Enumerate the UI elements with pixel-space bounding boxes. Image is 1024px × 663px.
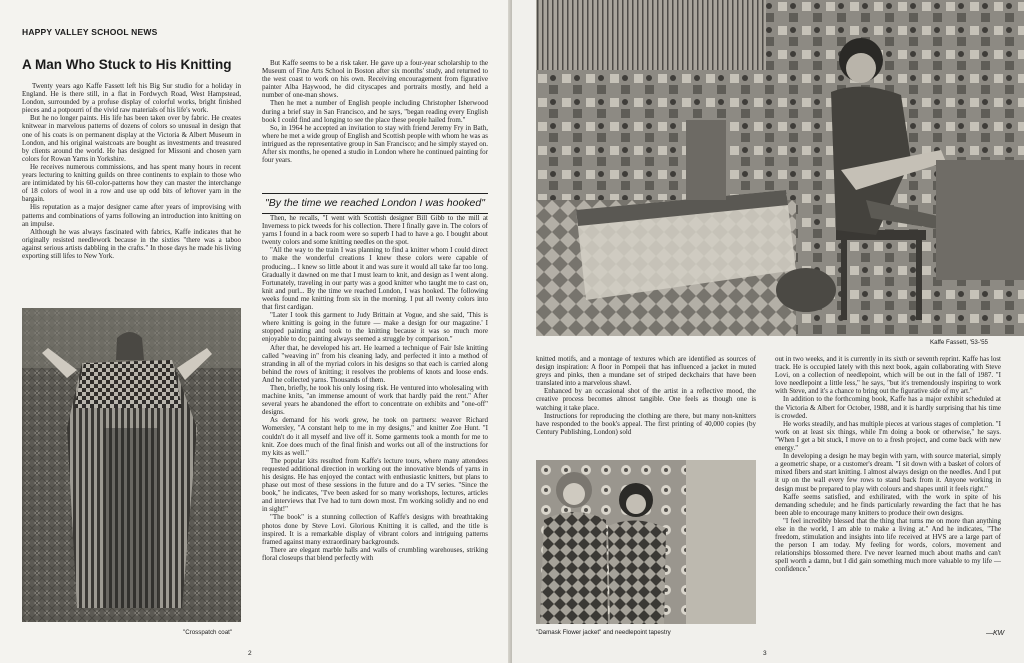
paragraph: Kaffe seems satisfied, and exhilirated, with the work in spite of his demanding schedule; and he finds particularly rewarding the fact that he has been able to encourage many knitters to produce their own designs. [775,492,1001,517]
paragraph: In developing a design he may begin with yarn, with source material, simply a geometric shape, or a customer's dream. "I sit down with a basket of colors of mixed fibers and start knitting. I almost always design on the needles. And I put it up on the wall every few rows to stand back from it. Anyone working in design must be prepared to play with colours and shapes until it feels right." [775,452,1001,493]
author-byline: —KW [986,630,1005,637]
caption-portrait: Kaffe Fassett, '53-'55 [930,339,988,346]
article-column-4 [775,355,1001,625]
paragraph: He works steadily, and has multiple pieces at various stages of completion. "I work on at least six things, while I'm doing a book or otherwise," he says. "When I get a bit stuck, I move on to a fresh project, and come back with new energy." [775,419,1001,453]
caption-crosspatch: "Crosspatch coat" [183,629,233,636]
damask-jacket-photo [536,460,756,624]
paragraph: "I feel incredibly blessed that the thing that turns me on more than anything else in the world, I am able to make a living at." And he indicates, "The freedom, stimulation and insights into life received at HVS are a large part of the person I am today. My feeling for words, colors, movement and relationships blossomed there. I've never learned much about maths and can't spell worth a damn, but I did gain something much more valuable to my life — confidence." [775,516,1001,574]
paragraph: After that, he developed his art. He learned a technique of Fair Isle knitting called "weaving in" from his cleaning lady, and perfected it into a method of stranding in all of the myriad colors in his designs so that each is carried along behind the rows of knitting; it resolves the problems of knots and loose ends. And he collected yarns. Thousands of them. [262,343,488,384]
paragraph: So, in 1964 he accepted an invitation to stay with friend Jeremy Fry in Bath, where he met a wide group of English and Scottish people with whom he was as intrigued as the representative group in San Francisco; and he simply stayed on. After six months, he opened a studio in London where he continued painting for four years. [262,123,488,165]
paragraph: Then he met a number of English people including Christopher Isherwood during a brief stay in San Francisco, and he says, "began reading every English book I could find and longing to see the place these people hailed from." [262,99,488,124]
caption-damask: "Damask Flower jacket" and needlepoint tapestry [536,629,671,636]
paragraph: As demand for his work grew, he took on partners: weaver Richard Womersley, "A constant help to me in my designs," and knitter Zoe Hunt. "I couldn't do it all myself and live off it. Some garments took a month for me to knit. Zoe does much of the final finish and works out all of the instructions for my kits as well." [262,416,488,457]
damask-flower-image [536,460,756,624]
paragraph: "All the way to the train I was planning to find a knitter whom I could direct to make the wonderful creations I knew these colors were capable of producing... I knew so little about it and was sure it would all take far too long. Gradually it dawned on me that I must learn to knit, and design as I went along. Fortunately, traveling in our party was a good knitter who taught me to cast on, knit and purl... By the time we reached London, I was hooked. The following weeks found me knitting from six in the morning. I put all twenty colors into that first cardigan. [262,246,488,312]
artist-studio-image [536,0,1024,336]
paragraph: In addition to the forthcoming book, Kaffe has a major exhibit scheduled at the Victoria & Albert for October, 1988, and it is hardly surprising that his time is crowded. [775,395,1001,420]
paragraph: But Kaffe seems to be a risk taker. He gave up a four-year scholarship to the Museum of Fine Arts School in Boston after six months' study, and returned to the west coast to work on his own. Receiving encouragement from figurative painter Alba Haywood, he did cityscapes and portraits mostly, and held a number of one-man shows. [262,59,488,100]
paragraph: "Later I took this garment to Judy Brittain at Vogue, and she said, 'This is where knitting is going in the future — make a design for our magazine.' I stopped painting and took to the knitting because it was so much more enjoyable to do; painting always seemed a struggle by comparison." [262,311,488,344]
paragraph: The popular kits resulted from Kaffe's lecture tours, where many attendees requested additional direction in working out the innovative blends of yarns in his designs. He has enjoyed the contact with enthusiastic knitters, but plans to phase out most of these sessions in the future and do a TV series. "Since the book," he indicates, "I've been asked for so many workshops, lectures, articles and interviews that I've had to turn down most. I'm working solidly and no end in sight!" [262,456,488,514]
paragraph: knitted motifs, and a montage of textures which are identified as sources of design inspiration: A floor in Pompeii that has influenced a jacket in muted greys and pinks, then a mundane set of striped deckchairs that have been translated into a marvelous shawl. [536,355,756,388]
article-column-2-top [262,59,488,191]
paragraph: But he no longer paints. His life has been taken over by fabric. He creates knitwear in marvelous patterns of dozens of colors so unusual in design that one of his coats is on permanent display at the Victoria & Albert Museum in London, and his original waistcoats are bought as investments and treasured by clients around the world. He has designed for Missoni and chosen yarn colors for Rowan Yarns in Yorkshire. [22,114,241,163]
paragraph: out in two weeks, and it is currently in its sixth or seventh reprint. Kaffe has lost track. He is occupied lately with this next book, again collaborating with Steve Lovi, on a collection of needlepoint, which will be out in the fall of 1987. "I love needlepoint a little less," he says, "but it's tremendously inspiring to work with Steve, and it's a chance to bring out the figurative side of my art." [775,355,1001,396]
page-number-right: 3 [763,650,767,657]
right-page [512,0,1024,663]
article-column-1 [22,82,241,304]
paragraph: Although he was always fascinated with fabrics, Kaffe indicates that he originally resisted needlework because in the sixties "there was a taboo against serious artists dabbling in the crafts." In those days he made his living exporting still lifes to New York. [22,227,241,260]
paragraph: Then, briefly, he took his only losing risk. He ventured into wholesaling with machine knits, "an immense amount of work that hardly paid the rent." After several years he abandoned the effort to concentrate on exhibits and "one-off" designs. [262,383,488,417]
pull-quote: "By the time we reached London I was hooked" [262,193,488,214]
crosspatch-coat-photo [22,308,241,622]
paragraph: "The book" is a stunning collection of Kaffe's designs with breathtaking photos done by Steve Lovi. Glorious Knitting it is called, and the title is inspired. It is a remarkable display of vibrant colors and intriguing patterns framed against many extraordinary backgrounds. [262,513,488,546]
paragraph: He receives numerous commissions, and has spent many hours in recent years lecturing to knitting guilds on three continents to explain to those who are intimidated by his 60-color-patterns how they can master the interchange of 18 colors of wool in a row and use up odd bits of leftover yarn in the bargain. [22,162,241,204]
crosspatch-coat-image [22,308,241,622]
paragraph: Twenty years ago Kaffe Fassett left his Big Sur studio for a holiday in England. He is there still, in a flat in Fordwych Road, West Hampstead, London, surrounded by a profuse display of colorful works, bright finished pieces and a potpourri of the vivid raw materials of his life's work. [22,82,241,115]
paragraph: Then, he recalls, "I went with Scottish designer Bill Gibb to the mill at Inverness to pick tweeds for his collection. There I finally gave in. The colors of yarns I found in a back room were so superb I had to have a go. I bought about twenty colors and some knitting needles on the spot. [262,214,488,247]
paragraph: There are elegant marble halls and walls of crumbling warehouses, striking floral closeups that blend perfectly with [262,545,488,562]
article-column-3 [536,355,756,455]
article-headline: A Man Who Stuck to His Knitting [22,57,232,72]
portrait-photo [536,0,1024,336]
paragraph: Enhanced by an occasional shot of the artist in a reflective mood, the creative process becomes almost tangible. One feels as though one is watching it take place. [536,387,756,412]
article-column-2-bottom [262,214,488,636]
page-number-left: 2 [248,650,252,657]
paragraph: Instructions for reproducing the clothing are there, but many non-knitters have responded to the book's appeal. The first printing of 40,000 copies (by Century Publishing, London) sold [536,411,756,436]
paragraph: His reputation as a major designer came after years of improvising with patterns and combinations of yarns following an introduction into knitting on an impulse. [22,203,241,228]
masthead: HAPPY VALLEY SCHOOL NEWS [22,27,158,37]
